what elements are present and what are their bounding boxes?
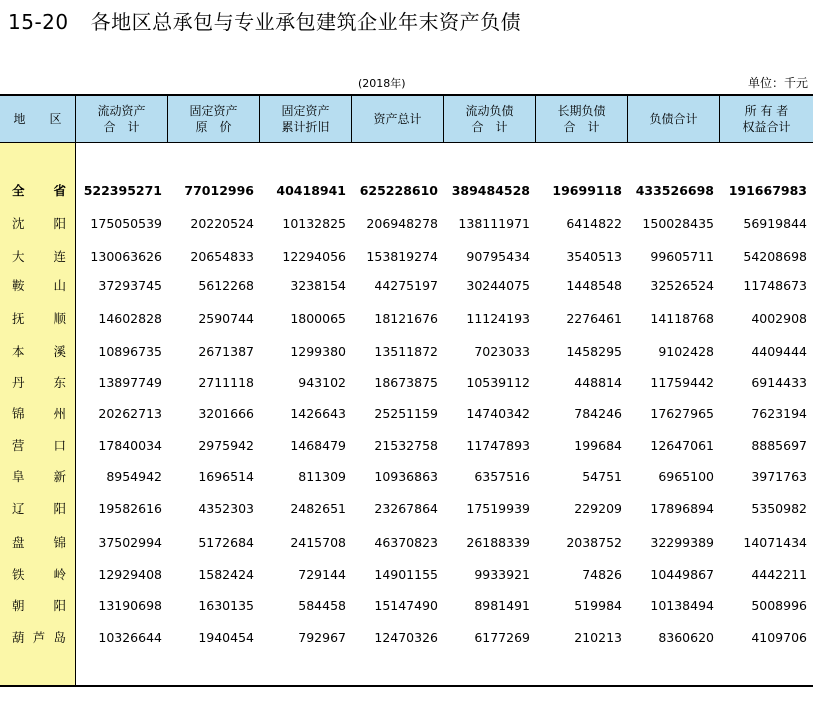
- region-name-char: 芦: [32, 630, 46, 645]
- value-cell: 10539112: [466, 374, 530, 390]
- value-cell: 14602828: [98, 310, 162, 326]
- region-name-char: 口: [53, 438, 66, 453]
- value-cell: 12647061: [650, 437, 714, 453]
- value-cell: 6177269: [474, 629, 530, 645]
- value-cell: 90795434: [466, 248, 530, 264]
- value-cell: 12294056: [282, 248, 346, 264]
- value-cell: 10326644: [98, 629, 162, 645]
- region-name-char: 盘: [12, 535, 25, 550]
- value-cell: 13897749: [98, 374, 162, 390]
- value-cell: 4352303: [198, 500, 254, 516]
- value-cell: 17840034: [98, 437, 162, 453]
- value-cell: 4442211: [751, 566, 807, 582]
- region-name-char: 大: [12, 249, 25, 264]
- value-cell: 1468479: [290, 437, 346, 453]
- value-cell: 1582424: [198, 566, 254, 582]
- region-name-char: 东: [53, 375, 66, 390]
- header-accumulated-depreciation: 固定资产 累计折旧: [260, 96, 352, 142]
- value-cell: 8885697: [751, 437, 807, 453]
- region-name-char: 本: [12, 344, 25, 359]
- value-cell: 21532758: [374, 437, 438, 453]
- value-cell: 5350982: [751, 500, 807, 516]
- value-cell: 5612268: [198, 277, 254, 293]
- header-fixed-assets-original: 固定资产 原 价: [168, 96, 260, 142]
- value-cell: 943102: [298, 374, 346, 390]
- region-name-char: 溪: [53, 344, 66, 359]
- value-cell: 12929408: [98, 566, 162, 582]
- table-row: [0, 622, 813, 652]
- value-cell: 15147490: [374, 597, 438, 613]
- value-cell: 1299380: [290, 343, 346, 359]
- region-name-char: 锦: [12, 406, 25, 421]
- region-name: [0, 461, 76, 491]
- value-cell: 11759442: [650, 374, 714, 390]
- header-owners-equity: 所 有 者 权益合计: [742, 104, 791, 134]
- value-cell: 56919844: [743, 215, 807, 231]
- region-name-char: 省: [53, 183, 66, 198]
- value-cell: 138111971: [458, 215, 530, 231]
- value-cell: 2415708: [290, 534, 346, 550]
- value-cell: 2711118: [198, 374, 254, 390]
- region-name-char: 葫: [12, 630, 25, 645]
- header-current-liabilities: 流动负债 合 计: [444, 96, 536, 142]
- value-cell: 77012996: [184, 182, 254, 198]
- region-name-char: 沈: [12, 216, 25, 231]
- value-cell: 18673875: [374, 374, 438, 390]
- value-cell: 17896894: [650, 500, 714, 516]
- value-cell: 7023033: [474, 343, 530, 359]
- table-row: [0, 430, 813, 460]
- value-cell: 19699118: [552, 182, 622, 198]
- value-cell: 389484528: [451, 182, 530, 198]
- region-name: [0, 430, 76, 460]
- value-cell: 74826: [582, 566, 622, 582]
- table-row: [0, 208, 813, 238]
- value-cell: 13190698: [98, 597, 162, 613]
- region-name-char: 全: [12, 183, 25, 198]
- unit-label: 单位：千元: [747, 76, 808, 90]
- value-cell: 10132825: [282, 215, 346, 231]
- value-cell: 14740342: [466, 405, 530, 421]
- value-cell: 10936863: [374, 468, 438, 484]
- region-name-char: 鞍: [12, 278, 25, 293]
- value-cell: 153819274: [366, 248, 438, 264]
- table-row: [0, 367, 813, 397]
- value-cell: 2671387: [198, 343, 254, 359]
- value-cell: 1630135: [198, 597, 254, 613]
- value-cell: 2276461: [566, 310, 622, 326]
- value-cell: 44275197: [374, 277, 438, 293]
- region-name: [0, 590, 76, 620]
- value-cell: 1426643: [290, 405, 346, 421]
- value-cell: 8981491: [474, 597, 530, 613]
- value-cell: 4409444: [751, 343, 807, 359]
- value-cell: 20262713: [98, 405, 162, 421]
- value-cell: 99605711: [650, 248, 714, 264]
- header-region: 地 区: [0, 96, 76, 142]
- value-cell: 2038752: [566, 534, 622, 550]
- value-cell: 12470326: [374, 629, 438, 645]
- region-name-char: 抚: [12, 311, 25, 326]
- table-row: [0, 559, 813, 589]
- value-cell: 9102428: [658, 343, 714, 359]
- value-cell: 10449867: [650, 566, 714, 582]
- region-name-char: 岭: [53, 567, 66, 582]
- value-cell: 2590744: [198, 310, 254, 326]
- table-row: [0, 303, 813, 333]
- value-cell: 6914433: [751, 374, 807, 390]
- value-cell: 729144: [298, 566, 346, 582]
- value-cell: 14901155: [374, 566, 438, 582]
- region-name: [0, 303, 76, 333]
- region-name: [0, 336, 76, 366]
- value-cell: 150028435: [642, 215, 714, 231]
- value-cell: 14071434: [743, 534, 807, 550]
- region-name-char: 营: [12, 438, 25, 453]
- value-cell: 5008996: [751, 597, 807, 613]
- region-name-char: 州: [53, 406, 66, 421]
- value-cell: 4109706: [751, 629, 807, 645]
- region-name: [0, 175, 76, 205]
- value-cell: 32526524: [650, 277, 714, 293]
- region-name-char: 顺: [53, 311, 66, 326]
- region-name: [0, 208, 76, 238]
- table-row: [0, 527, 813, 557]
- value-cell: 1800065: [290, 310, 346, 326]
- header-total-assets: 资产总计: [352, 96, 444, 142]
- value-cell: 32299389: [650, 534, 714, 550]
- value-cell: 191667983: [728, 182, 807, 198]
- header-long-term-liabilities: 长期负债 合 计: [536, 96, 628, 142]
- value-cell: 229209: [574, 500, 622, 516]
- value-cell: 8360620: [658, 629, 714, 645]
- value-cell: 11748673: [743, 277, 807, 293]
- value-cell: 54751: [582, 468, 622, 484]
- value-cell: 1940454: [198, 629, 254, 645]
- value-cell: 130063626: [90, 248, 162, 264]
- value-cell: 584458: [298, 597, 346, 613]
- value-cell: 40418941: [276, 182, 346, 198]
- value-cell: 17627965: [650, 405, 714, 421]
- value-cell: 11124193: [466, 310, 530, 326]
- value-cell: 1448548: [566, 277, 622, 293]
- region-name-char: 辽: [12, 501, 25, 516]
- value-cell: 10896735: [98, 343, 162, 359]
- table-header: [0, 94, 813, 143]
- value-cell: 37293745: [98, 277, 162, 293]
- region-name: [0, 241, 76, 271]
- value-cell: 4002908: [751, 310, 807, 326]
- value-cell: 2482651: [290, 500, 346, 516]
- region-name: [0, 622, 76, 652]
- value-cell: 5172684: [198, 534, 254, 550]
- value-cell: 6965100: [658, 468, 714, 484]
- value-cell: 3201666: [198, 405, 254, 421]
- table-row: [0, 493, 813, 523]
- value-cell: 3540513: [566, 248, 622, 264]
- value-cell: 54208698: [743, 248, 807, 264]
- region-name-char: 朝: [12, 598, 25, 613]
- region-name: [0, 493, 76, 523]
- region-name-char: 丹: [12, 375, 25, 390]
- value-cell: 23267864: [374, 500, 438, 516]
- value-cell: 18121676: [374, 310, 438, 326]
- value-cell: 8954942: [106, 468, 162, 484]
- region-name: [0, 270, 76, 300]
- region-name: [0, 559, 76, 589]
- value-cell: 6357516: [474, 468, 530, 484]
- region-name-char: 阜: [12, 469, 25, 484]
- value-cell: 37502994: [98, 534, 162, 550]
- table-row: [0, 241, 813, 271]
- value-cell: 433526698: [635, 182, 714, 198]
- value-cell: 13511872: [374, 343, 438, 359]
- table-title: 各地区总承包与专业承包建筑企业年末资产负债: [90, 10, 522, 34]
- header-total-liabilities: 负债合计: [628, 96, 720, 142]
- page-title: [8, 6, 521, 35]
- region-name: [0, 398, 76, 428]
- region-name: [0, 527, 76, 557]
- region-name-char: 阳: [53, 501, 66, 516]
- value-cell: 19582616: [98, 500, 162, 516]
- region-name-char: 山: [53, 278, 66, 293]
- region-name: [0, 367, 76, 397]
- table-row: [0, 461, 813, 491]
- value-cell: 7623194: [751, 405, 807, 421]
- region-name-char: 阳: [53, 216, 66, 231]
- table-row-total: [0, 175, 813, 205]
- value-cell: 26188339: [466, 534, 530, 550]
- value-cell: 10138494: [650, 597, 714, 613]
- value-cell: 14118768: [650, 310, 714, 326]
- region-name-char: 铁: [12, 567, 25, 582]
- table-row: [0, 398, 813, 428]
- region-name-char: 连: [53, 249, 66, 264]
- value-cell: 519984: [574, 597, 622, 613]
- value-cell: 784246: [574, 405, 622, 421]
- value-cell: 448814: [574, 374, 622, 390]
- value-cell: 17519939: [466, 500, 530, 516]
- value-cell: 625228610: [359, 182, 438, 198]
- table-number: 15-20: [8, 10, 69, 34]
- region-name-char: 岛: [53, 630, 66, 645]
- value-cell: 20220524: [190, 215, 254, 231]
- value-cell: 25251159: [374, 405, 438, 421]
- value-cell: 522395271: [83, 182, 162, 198]
- value-cell: 1458295: [566, 343, 622, 359]
- value-cell: 46370823: [374, 534, 438, 550]
- value-cell: 9933921: [474, 566, 530, 582]
- table-row: [0, 270, 813, 300]
- table-row: [0, 590, 813, 620]
- value-cell: 811309: [298, 468, 346, 484]
- value-cell: 1696514: [198, 468, 254, 484]
- year-note: (2018年): [358, 77, 406, 90]
- region-name-char: 阳: [53, 598, 66, 613]
- value-cell: 20654833: [190, 248, 254, 264]
- value-cell: 3971763: [751, 468, 807, 484]
- value-cell: 206948278: [366, 215, 438, 231]
- value-cell: 6414822: [566, 215, 622, 231]
- value-cell: 199684: [574, 437, 622, 453]
- value-cell: 792967: [298, 629, 346, 645]
- value-cell: 3238154: [290, 277, 346, 293]
- value-cell: 11747893: [466, 437, 530, 453]
- value-cell: 30244075: [466, 277, 530, 293]
- value-cell: 175050539: [90, 215, 162, 231]
- table-row: [0, 336, 813, 366]
- region-name-char: 锦: [53, 535, 66, 550]
- region-name-char: 新: [53, 469, 66, 484]
- bottom-rule: [0, 685, 813, 687]
- value-cell: 2975942: [198, 437, 254, 453]
- value-cell: 210213: [574, 629, 622, 645]
- header-current-assets: 流动资产 合 计: [76, 96, 168, 142]
